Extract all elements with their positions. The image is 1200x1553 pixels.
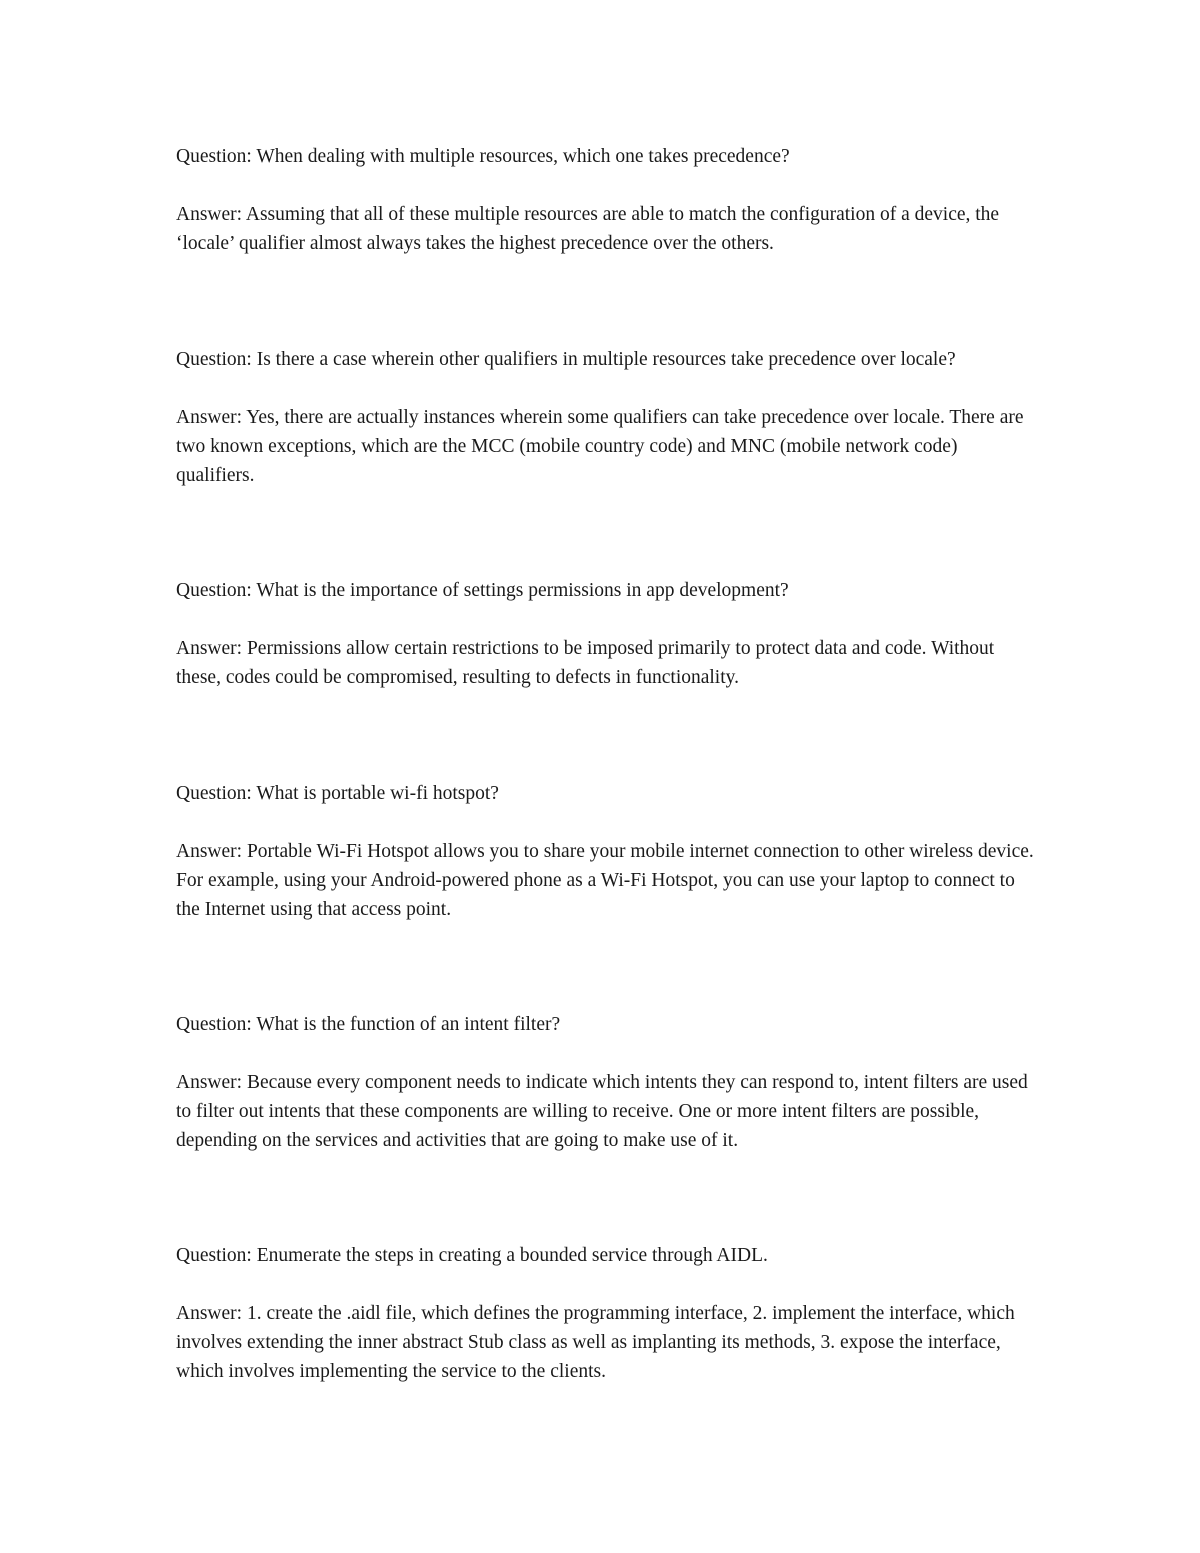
question-text: Question: Is there a case wherein other qualifiers in multiple resources take precedence over locale?: [176, 349, 956, 370]
answer-text: Answer: Portable Wi-Fi Hotspot allows you to share your mobile internet connection to other wireless device. For example, using your Android-powered phone as a Wi-Fi Hotspot, you can use your laptop to connect to the Internet using that access point.: [176, 841, 1034, 920]
qa-item-1: [176, 142, 1036, 258]
answer-text: Answer: Yes, there are actually instances wherein some qualifiers can take precedence over locale. There are two known exceptions, which are the MCC (mobile country code) and MNC (mobile network code) qualifiers.: [176, 407, 1024, 486]
question-text: Question: What is the importance of settings permissions in app development?: [176, 580, 789, 601]
answer-text: Answer: Because every component needs to indicate which intents they can respond to, intent filters are used to filter out intents that these components are willing to receive. One or more intent filters are possible, depending on the services and activities that are going to make use of it.: [176, 1072, 1028, 1151]
qa-item-4: [176, 779, 1036, 924]
question-text: Question: What is the function of an intent filter?: [176, 1014, 561, 1035]
question-text: Question: Enumerate the steps in creating a bounded service through AIDL.: [176, 1245, 768, 1266]
question-text: Question: What is portable wi-fi hotspot?: [176, 783, 499, 804]
answer-text: Answer: 1. create the .aidl file, which defines the programming interface, 2. implement the interface, which involves extending the inner abstract Stub class as well as implanting its methods, 3. expose the interface, which involves implementing the service to the clients.: [176, 1303, 1015, 1382]
answer-text: Answer: Assuming that all of these multiple resources are able to match the configuration of a device, the ‘locale’ qualifier almost always takes the highest precedence over the others.: [176, 204, 1000, 254]
question-text: Question: When dealing with multiple resources, which one takes precedence?: [176, 146, 790, 167]
answer-text: Answer: Permissions allow certain restrictions to be imposed primarily to protect data and code. Without these, codes could be compromised, resulting to defects in functionality.: [176, 638, 995, 688]
qa-item-3: [176, 576, 1036, 692]
qa-item-6: [176, 1241, 1036, 1386]
qa-item-2: [176, 345, 1036, 490]
document-page: [176, 142, 1036, 1386]
qa-item-5: [176, 1010, 1036, 1155]
